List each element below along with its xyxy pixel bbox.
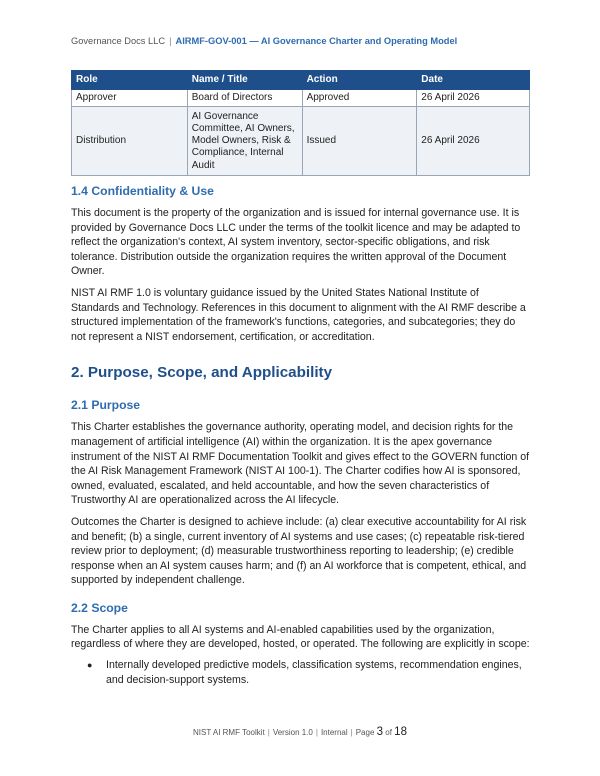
- column-header-action: Action: [302, 71, 417, 90]
- column-header-name-title: Name / Title: [187, 71, 302, 90]
- paragraph-purpose: This Charter establishes the governance authority, operating model, and decision rights for the management of artificial intelligence (AI) within the organization. It is the apex governance instrument of the NIST AI RMF Documentation Toolkit and gives effect to the GOVERN function of the AI Risk Management Framework (NIST AI 100-1). The Charter codifies how AI is sponsored, owned, evaluated, escalated, and held accountable, and how the seven characteristics of Trustworthy AI are operationalized across the AI lifecycle.: [71, 421, 530, 507]
- table-row: [72, 90, 530, 107]
- table-cell-date: 26 April 2026: [417, 90, 530, 107]
- footer-page-of: of: [385, 728, 392, 737]
- table-cell-role: Distribution: [72, 107, 188, 176]
- running-header: [71, 36, 457, 46]
- footer-page-total: 18: [394, 726, 407, 738]
- footer-page-prefix: Page: [355, 728, 375, 737]
- approval-table-header-row: [72, 71, 530, 90]
- column-header-date: Date: [417, 71, 530, 90]
- running-footer: [0, 726, 600, 738]
- table-cell-action: Approved: [302, 90, 417, 107]
- footer-toolkit: NIST AI RMF Toolkit: [193, 728, 265, 737]
- column-header-role: Role: [72, 71, 188, 90]
- footer-separator: |: [350, 728, 353, 737]
- list-item: [71, 658, 530, 687]
- footer-classification: Internal: [320, 728, 348, 737]
- header-org: Governance Docs LLC: [71, 36, 166, 46]
- section-heading-2-2: 2.2 Scope: [71, 600, 128, 615]
- footer-version: Version 1.0: [272, 728, 313, 737]
- paragraph-nist-notice: NIST AI RMF 1.0 is voluntary guidance issued by the United States National Institute of Standards and Technology. References in this document to alignment with the AI RMF describe a structured implementation of the framework's functions, categories, and subcategories; they do not represent a NIST endorsement, certification, or accreditation.: [71, 286, 526, 343]
- document-body: [71, 184, 530, 687]
- table-row: [72, 107, 530, 176]
- footer-separator: |: [315, 728, 318, 737]
- table-cell-action: Issued: [302, 107, 417, 176]
- header-separator: |: [169, 36, 172, 46]
- paragraph-scope: The Charter applies to all AI systems and AI-enabled capabilities used by the organization, regardless of where they are developed, hosted, or operated. The following are explicitly in scope:: [71, 623, 530, 651]
- approval-table: [71, 70, 530, 176]
- section-heading-1-4: 1.4 Confidentiality & Use: [71, 184, 214, 198]
- section-heading-2: 2. Purpose, Scope, and Applicability: [71, 364, 333, 382]
- table-cell-date: 26 April 2026: [417, 107, 530, 176]
- header-doc-reference: AIRMF-GOV-001 — AI Governance Charter and Operating Model: [175, 36, 458, 46]
- paragraph-outcomes: Outcomes the Charter is designed to achieve include: (a) clear executive accountability for AI risk and benefit; (b) a single, current inventory of AI systems and use cases; (c) repeatable risk-tiered review prior to deployment; (d) measurable trustworthiness reporting to leadership; (e) credible response when an AI system causes harm; and (f) an AI workforce that is competent, ethical, and supported by independent challenge.: [71, 515, 527, 587]
- table-cell-name-title: Board of Directors: [187, 90, 302, 107]
- footer-page-current: 3: [376, 726, 384, 738]
- scope-list: [71, 658, 530, 687]
- list-item-text: Internally developed predictive models, classification systems, recommendation engines, and decision-support systems.: [106, 659, 522, 686]
- footer-separator: |: [267, 728, 270, 737]
- section-heading-2-1: 2.1 Purpose: [71, 398, 141, 413]
- bullet-icon: ●: [87, 660, 93, 671]
- table-cell-name-title: AI Governance Committee, AI Owners, Model Owners, Risk & Compliance, Internal Audit: [187, 107, 302, 176]
- table-cell-role: Approver: [72, 90, 188, 107]
- paragraph-confidentiality: This document is the property of the organization and is issued for internal governance use. It is provided by Governance Docs LLC under the terms of the toolkit licence and may be adapted to reflect the organization's context, AI system inventory, sector-specific obligations, and risk tolerance. Distribution outside the organization requires the written approval of the Document Owner.: [71, 207, 521, 278]
